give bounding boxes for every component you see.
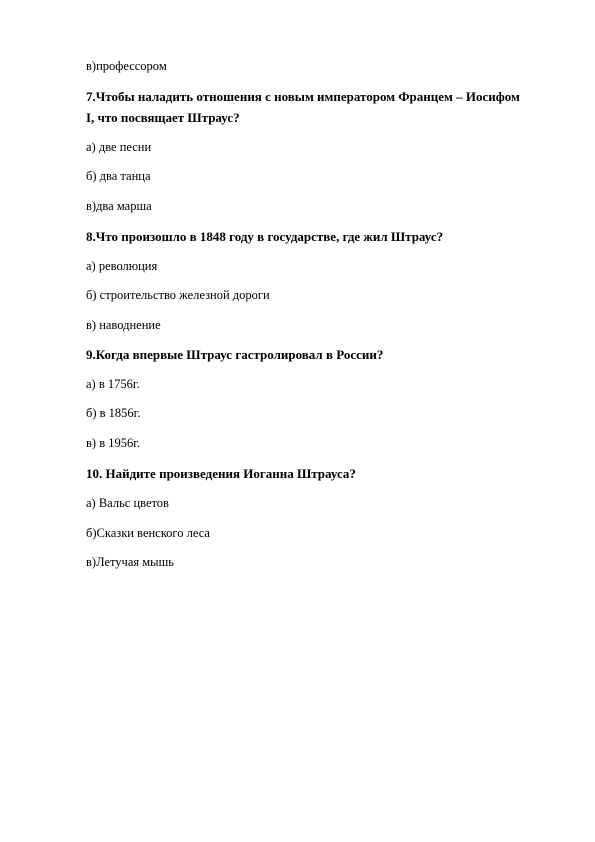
answer-option: а) Вальс цветов	[86, 496, 169, 510]
answer-option: б) в 1856г.	[86, 406, 141, 420]
answer-option: а) революция	[86, 259, 158, 273]
question-7-line-2: I, что посвящает Штраус?	[86, 110, 240, 125]
question-9: 9.Когда впервые Штраус гастролировал в России?	[86, 347, 384, 362]
answer-option: в) в 1956г.	[86, 436, 141, 450]
question-7-line-1: 7.Чтобы наладить отношения с новым императором Францем – Иосифом	[86, 89, 520, 104]
answer-option: б) строительство железной дороги	[86, 288, 270, 302]
answer-option: а) в 1756г.	[86, 377, 140, 391]
answer-option: в)профессором	[86, 59, 167, 73]
answer-option: а) две песни	[86, 140, 152, 154]
answer-option: в)два марша	[86, 199, 152, 213]
answer-option: в) наводнение	[86, 318, 161, 332]
answer-option: в)Летучая мышь	[86, 555, 174, 569]
answer-option: б)Сказки венского леса	[86, 526, 210, 540]
question-8: 8.Что произошло в 1848 году в государстве, где жил Штраус?	[86, 229, 444, 244]
question-10: 10. Найдите произведения Иоганна Штрауса?	[86, 466, 356, 481]
answer-option: б) два танца	[86, 169, 151, 183]
